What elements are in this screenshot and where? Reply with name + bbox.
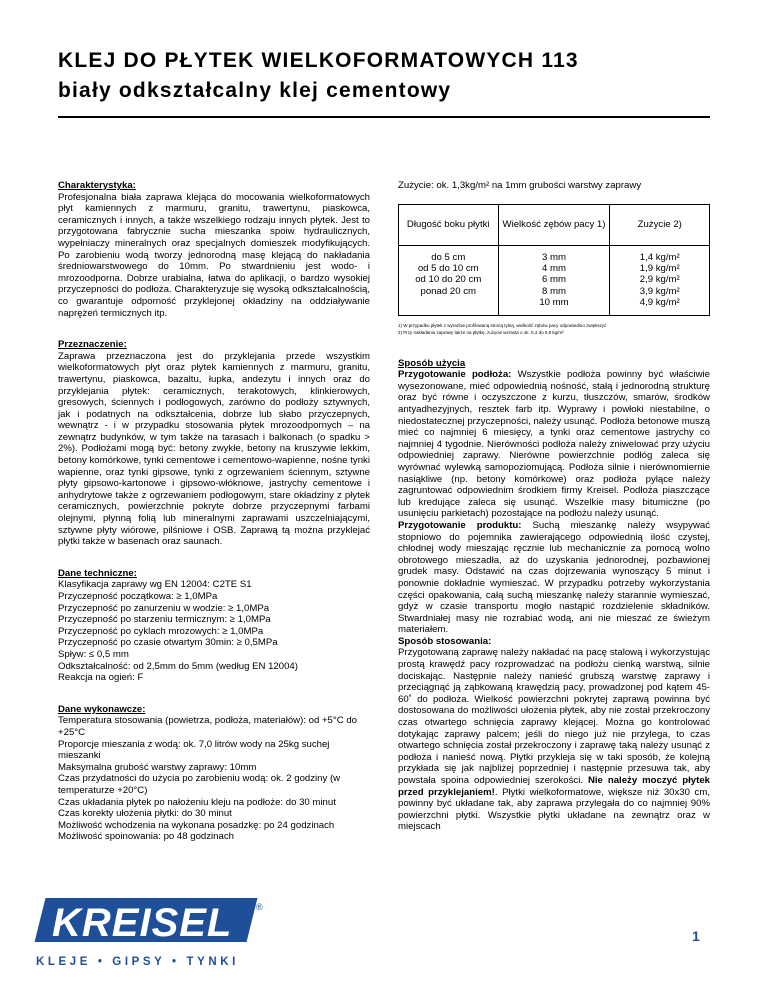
substrate-preparation: Przygotowanie podłoża: Wszystkie podłoża powinny być właściwie wysezonowane, mieć odpowiednią nośność, stałą i jednorodną strukturę oraz być równe i oczyszczone z kurzu, tłuszczów, smarów, środków antyadhezyjnych, resztek farb itp. Wyprawy i powłoki niestabilne, o niedostatecznej przyczepności, należy usunąć. Podłoża betonowe muszą mieć co najmniej 6 miesięcy, a tynki oraz cementowe jastrychy co najmniej 4 tygodnie. Nierówności podłoża należy zniwelować przy użyciu odpowiedniej zaprawy. Nierówne powierzchnie podłóg zaleca się wyrównać wylewką samopoziomującą. Podłoża silnie i nierównomiernie nasiąkliwe (np. betony komórkowe) oraz podłoża pylące należy zagruntować odpowiednim środkiem firmy Kreisel. Podłoża piaszczące lub kredujące zaleca się usunąć. Wszelkie masy bitumiczne (po usunięciu parkietach) pozostające na podłożu należy usunąć. [398, 369, 710, 520]
work-data-section [58, 704, 370, 843]
notch-size-cell: 3 mm 4 mm 6 mm 8 mm 10 mm [498, 245, 610, 315]
application-heading: Sposób stosowania: [398, 635, 492, 647]
method-heading: Sposób użycia [398, 357, 466, 369]
tech-line: Przyczepność po zanurzeniu w wodzie: ≥ 1,0MPa [58, 602, 270, 614]
left-column [58, 180, 370, 857]
tech-line: Przyczepność po cyklach mrozowych: ≥ 1,0MPa [58, 625, 264, 637]
tech-line: Przyczepność początkowa: ≥ 1,0MPa [58, 591, 218, 602]
work-line: Maksymalna grubość warstwy zaprawy: 10mm [58, 761, 257, 773]
work-line: Możliwość spoinowania: po 48 godzinach [58, 831, 234, 843]
tile-size-cell: do 5 cm od 5 do 10 cm od 10 do 20 cm ponad 20 cm [399, 245, 499, 315]
technical-data-section [58, 568, 370, 684]
characteristics-text: Profesjonalna biała zaprawa klejąca do mocowania wielkoformatowych płyt kamiennych z marmuru, granitu, trawertynu, piaskowca, ceramicznych i innych, a także wszelkiego rodzaju innych płytek. Jest to przygotowana fabrycznie sucha mieszanka spoiw hydraulicznych, wypełniaczy mineralnych oraz specjalnych domieszek modyfikujących. Po zarobieniu wodą tworzy jednorodną masę klejącą do nakładania średniowarstwowego do 10mm. Po stwardnieniu jest wodo- i mrozoodporna. Dobrze urabialna, łatwa do aplikacji, o bardzo wysokiej przyczepności do podłoża. Charakteryzuje się wysoką odkształcalnością, co gwarantuje odporność przyklejonej okładziny na oddziaływanie naprężeń termicznych itp. [58, 191, 370, 319]
document-title [58, 46, 579, 106]
tech-line: Odkształcalność: od 2,5mm do 5mm (według EN 12004) [58, 660, 298, 672]
technical-data-heading: Dane techniczne: [58, 567, 137, 579]
method-section [398, 358, 710, 833]
work-line: Czas korekty ułożenia płytki: do 30 minut [58, 808, 232, 820]
work-line: Czas układania płytek po nałożeniu kleju na podłoże: do 30 minut [58, 796, 336, 808]
product-preparation: Przygotowanie produktu: Suchą mieszankę należy wsypywać stopniowo do pojemnika zawierającego odpowiednią ilość czystej, chłodnej wody mieszając ręcznie lub mechanicznie za pomocą wolno obrotowego mieszadła, aż do uzyskania jednorodnej, pozbawionej grudek masy. Odstawić na czas dojrzewania wynoszący 5 minut i ponownie dokładnie wymieszać. W przypadku potrzeby wykorzystania części opakowania, całą suchą mieszankę należy starannie wymieszać, gdyż w czasie transportu mogło nastąpić rozdzielenie składników. Stwardniałej masy nie rozrabiać wodą, ani nie mieszać ze świeżym materiałem. [398, 519, 710, 636]
tech-line: Przyczepność po starzeniu termicznym: ≥ 1,0MPa [58, 614, 271, 626]
title-line-2: biały odkształcalny klej cementowy [58, 79, 452, 102]
purpose-section [58, 339, 370, 548]
title-line-1: KLEJ DO PŁYTEK WIELKOFORMATOWYCH 113 [58, 49, 579, 72]
purpose-text: Zaprawa przeznaczona jest do przyklejania przede wszystkim wielkoformatowych płyt oraz płytek kamiennych z marmuru, granitu, trawertynu, piaskowca, bazaltu, łupka, andezytu i innych oraz do przyklejania płytek: ceramicznych, terakotowych, klinkierowych, gresowych, ściennych i podłogowych, zarówno do podłoży sztywnych, jak i podatnych na odkształcenia, dobrze lub słabo przyczepnych, wewnątrz - i w przypadku stosowania płytek mrozoodpornych – na zewnątrz budynków, w tym także na tarasach i balkonach (o spadku > 2%). Podłożami mogą być: betony zwykłe, betony na kruszywie lekkim, betony komórkowe, tynki cementowe i cementowo-wapienne, nośne tynki wapienne, oraz tynki gipsowe, tynki z ogrzewaniem ściennym, sztywne płyty gipsowo-kartonowe i gipsowo-włóknowe, jastrychy cementowe i anhydrytowe także z ogrzewaniem podłogowym, stare okładziny z płytek ceramicznych, powierzchnie pokryte dobrze przyczepnymi farbami olejnymi, płynną folią lub mineralnymi zaprawami uszczelniającymi, sztywne płyty wiórowe, pilśniowe i OSB. Zaprawą tą można przyklejać płytki także w basenach oraz saunach. [58, 350, 370, 548]
tech-line: Klasyfikacja zaprawy wg EN 12004: C2TE S1 [58, 579, 252, 591]
characteristics-heading: Charakterystyka: [58, 180, 136, 191]
table-header-row [399, 204, 710, 245]
brand-tagline: KLEJE • GIPSY • TYNKI [36, 956, 239, 968]
kreisel-logo [34, 896, 264, 944]
right-column [398, 180, 710, 833]
header-consumption: Zużycie 2) [610, 204, 710, 245]
work-data-heading: Dane wykonawcze: [58, 703, 146, 715]
work-line: Proporcje mieszania z wodą: ok. 7,0 litrów wody na 25kg suchej mieszanki [58, 738, 330, 762]
table-row [399, 245, 710, 315]
consumption-cell: 1,4 kg/m² 1,9 kg/m² 2,9 kg/m² 3,9 kg/m² 4,9 kg/m² [610, 245, 710, 315]
tech-line: Reakcja na ogień: F [58, 672, 144, 684]
tech-line: Przyczepność po czasie otwartym 30min: ≥ 0,5MPa [58, 637, 278, 649]
tech-line: Spływ: ≤ 0,5 mm [58, 648, 129, 660]
header-tile-size: Długość boku płytki [399, 204, 499, 245]
svg-text:KREISEL: KREISEL [52, 901, 233, 944]
title-rule [58, 116, 710, 118]
application-text: Przygotowaną zaprawę należy nakładać na pacę stalową i wykorzystując prostą krawędź pacy rozprowadzać na podłożu cienką warstwą, silnie dociskając. Następnie należy nanieść grubszą warstwę zaprawy i przeciągnąć ją ząbkowaną krawędzią pacy, prowadzonej pod kątem 45-60˚ do podłoża. Wielkość powierzchni pokrytej zaprawą powinna być dostosowana do możliwości ułożenia płytek, aby nie został przekroczony czas otwartego schnięcia zaprawy klejącej. Można go kontrolować dotykając zaprawy palcem; jeśli do niego już nie przylega, to czas otwartego schnięcia został przekroczony i zaprawę taką należy usunąć z podłoża i nanieść nową. Płytki przykleja się w taki sposób, że kolejną przykłada się jak najbliżej poprzedniej i następnie przesuwa tak, aby powstała spoina odpowiedniej szerokości. Nie należy moczyć płytek przed przyklejaniem!. Płytki wielkoformatowe, większe niż 30x30 cm, powinny być układane tak, aby zaprawa przylegała do co najmniej 90% powierzchni płytki. Wszystkie płytki układane na zewnątrz oraz w miejscach [398, 647, 711, 833]
work-line: Czas przydatności do użycia po zarobieniu wodą: ok. 2 godziny (w temperaturze +20°C) [58, 773, 341, 796]
table-footnotes [398, 322, 710, 336]
svg-text:®: ® [256, 902, 263, 912]
purpose-heading: Przeznaczenie: [58, 339, 127, 351]
header-notch-size: Wielkość zębów pacy 1) [498, 204, 610, 245]
work-line: Temperatura stosowania (powietrza, podłoża, materiałów): od +5°C do +25°C [58, 715, 357, 738]
page-number: 1 [692, 928, 700, 944]
characteristics-section [58, 180, 370, 319]
consumption-table [398, 204, 710, 316]
footnote-1: 1) W przypadku płytek z wyraźnie profilowaną stroną tylną, wielkość zębów pacy odpowiednio zwiększyć [398, 322, 607, 328]
work-line: Możliwość wchodzenia na wykonana posadzkę: po 24 godzinach [58, 819, 335, 831]
footnote-2: 2) Przy nakładaniu zaprawy także na płytkę, zużycie wzrasta o ok. 0,4 do 0,8 kg/m² [398, 329, 564, 335]
usage-text: Zużycie: ok. 1,3kg/m² na 1mm grubości warstwy zaprawy [398, 180, 642, 191]
